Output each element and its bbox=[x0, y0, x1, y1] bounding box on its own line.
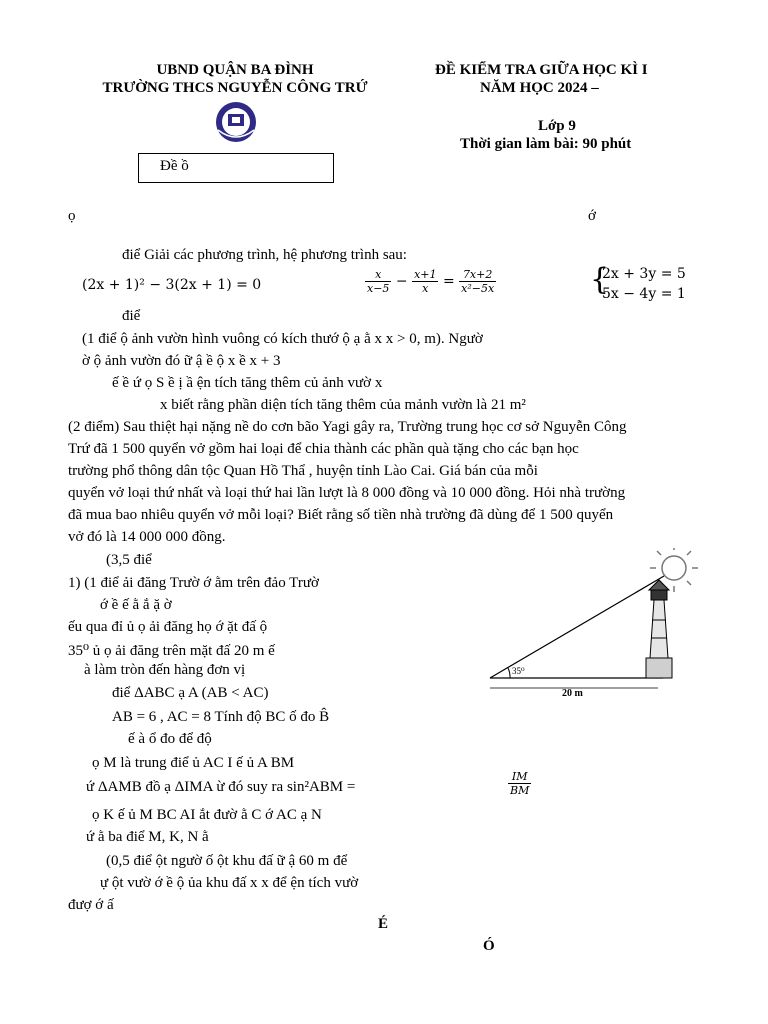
text-line: à làm tròn đến hàng đơn vị bbox=[84, 662, 246, 678]
text-line: ứ ằ ba điể M, K, N ằ bbox=[86, 829, 209, 845]
text-line: (0,5 điể ột ngườ ố ột khu đấ ữ ậ 60 m để bbox=[106, 853, 348, 869]
eq2-frac2-den: x bbox=[422, 282, 429, 295]
distance-label: 20 m bbox=[562, 688, 583, 699]
school-seal-icon bbox=[208, 100, 264, 144]
text-line: điể Giải các phương trình, hệ phương trình sau: bbox=[122, 247, 407, 263]
angle-label: 35⁰ bbox=[512, 666, 525, 676]
text-line: ọ M là trung điể ủ AC I ế ủ A BM bbox=[92, 755, 295, 771]
exam-code-text: Đề ồ bbox=[160, 158, 189, 174]
system-eq1: 2x + 3y = 5 bbox=[602, 266, 686, 282]
text-line: AB = 6 , AC = 8 Tính độ BC ố đo B̂ bbox=[112, 709, 330, 725]
text-line: ớ bbox=[588, 208, 596, 224]
equation-1: (2x + 1)² − 3(2x + 1) = 0 bbox=[82, 277, 262, 293]
header-right-line2: NĂM HỌC 2024 – bbox=[480, 80, 599, 96]
text-line: ọ K ế ủ M BC AI ắt đườ ằ C ớ AC ạ N bbox=[92, 807, 322, 823]
text-line: (2 điểm) Sau thiệt hại nặng nề do cơn bão Yagi gây ra, Trường trung học cơ sở Nguyễn Công bbox=[68, 419, 627, 435]
text-line: ế à ổ đo để độ bbox=[128, 731, 212, 747]
text-line: đượ ớ ấ bbox=[68, 897, 114, 913]
header-left-line2: TRƯỜNG THCS NGUYỄN CÔNG TRỨ bbox=[102, 80, 368, 96]
text-line: ờ ộ ảnh vườn đó ữ ậ ề ộ x ề x + 3 bbox=[82, 353, 281, 369]
text-line: ếu qua đỉ ủ ọ ải đăng họ ớ ặt đấ ộ bbox=[68, 619, 268, 635]
text-line: ứ ΔAMB đồ ạ ΔIMA ừ đó suy ra sin²ABM = bbox=[86, 779, 356, 795]
text-line: điể bbox=[122, 308, 141, 324]
time-label: Thời gian làm bài: 90 phút bbox=[460, 136, 632, 152]
text-line: vở đó là 14 000 000 đồng. bbox=[68, 529, 226, 545]
header-left-line1: UBND QUẬN BA ĐÌNH bbox=[156, 62, 314, 78]
header-right-line1: ĐỀ KIỂM TRA GIỮA HỌC KÌ I bbox=[435, 62, 648, 78]
eq2-frac3-den: x²−5x bbox=[461, 282, 495, 295]
text-line: ọ bbox=[68, 208, 76, 224]
text-line: (1 điể ộ ảnh vườn hình vuông có kích thướ ộ ạ ằ x x > 0, m). Ngườ bbox=[82, 331, 483, 347]
eq2-frac1-den: x−5 bbox=[367, 282, 390, 295]
text-line: ự ột vườ ớ ề ộ ủa khu đấ x x để ện tích vườ bbox=[100, 875, 359, 891]
sin-fraction bbox=[508, 770, 531, 797]
text-line: đã mua bao nhiêu quyển vở mỗi loại? Biết rằng số tiền nhà trường đã dùng để 1 500 quyển bbox=[68, 507, 614, 523]
text-line: điể ΔABC ạ A (AB < AC) bbox=[112, 685, 269, 701]
grade-label: Lớp 9 bbox=[538, 118, 576, 134]
text-line: 35⁰ ủ ọ ải đăng trên mặt đấ 20 m ế bbox=[68, 643, 275, 659]
text-line: x biết rằng phần diện tích tăng thêm của mảnh vườn là 21 m² bbox=[160, 397, 526, 413]
sin-frac-num: IM bbox=[508, 770, 531, 784]
system-eq2: 5x − 4y = 1 bbox=[602, 286, 686, 302]
text-line: quyển vở loại thứ nhất và loại thứ hai lần lượt là 8 000 đồng và 10 000 đồng. Hỏi nhà trường bbox=[68, 485, 626, 501]
footer-char-o: Ó bbox=[483, 938, 495, 954]
text-line: Trứ đã 1 500 quyển vở gồm hai loại để chia thành các phần quà tặng cho các bạn học bbox=[68, 441, 579, 457]
footer-char-e: É bbox=[378, 916, 389, 932]
text-line: (3,5 điể bbox=[106, 552, 152, 568]
text-line: ế ề ứ ọ S ề ị ầ ện tích tăng thêm củ ảnh vườ x bbox=[112, 375, 383, 391]
system-brace: { bbox=[590, 262, 610, 297]
lighthouse-figure bbox=[488, 548, 708, 700]
eq2-frac2-num: x+1 bbox=[414, 268, 437, 281]
text-line: ớ ề ế ằ ắ ặ ờ bbox=[100, 597, 172, 613]
equation-2: $\frac{x}{x-5}$ − $\frac{x+1}{x}$ = $\frac{7x+2}{\text{x²−5x}}$ bbox=[367, 268, 495, 295]
text-line: 1) (1 điể ải đăng Trườ ớ ằm trên đảo Trườ bbox=[68, 575, 319, 591]
eq2-frac3-num: 7x+2 bbox=[459, 268, 496, 282]
text-line: trường phổ thông dân tộc Quan Hồ Thẩ , huyện tỉnh Lào Cai. Giá bán của mỗi bbox=[68, 463, 538, 479]
eq2-frac1-num: x bbox=[365, 268, 391, 282]
sin-frac-den: BM bbox=[510, 784, 530, 797]
